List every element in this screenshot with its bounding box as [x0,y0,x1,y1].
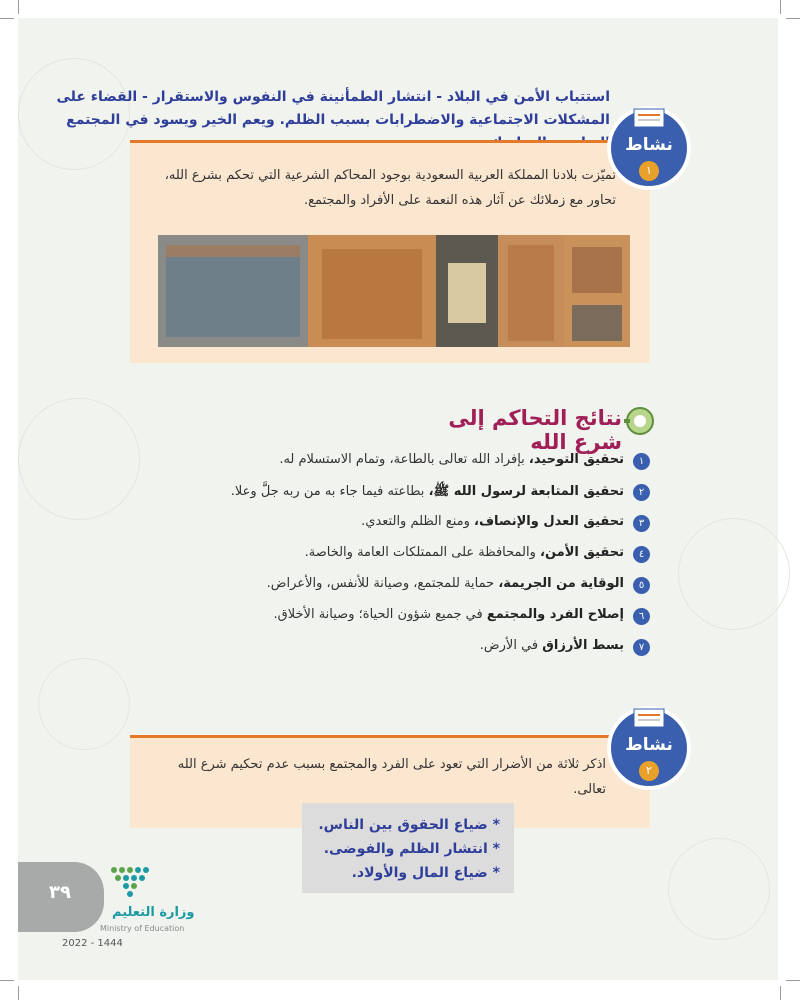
background-ornament [38,658,130,750]
list-item-text: ومنع الظلم والتعدي. [361,514,475,529]
list-item-title: بسط الأرزاق [542,638,624,653]
crop-mark [0,18,14,19]
crop-mark [780,986,781,1000]
page-number: ٣٩ [49,882,71,903]
courts-photo-strip [158,235,630,347]
crop-mark [780,0,781,14]
activity-1-text: تميّزت بلادنا المملكة العربية السعودية بوجود المحاكم الشرعية التي تحكم بشرع الله، تحاور مع زملائك عن آثار هذه النعمة على الأفراد والمجتمع. [164,168,616,208]
list-item-text: والمحافظة على الممتلكات العامة والخاصة. [304,545,541,560]
intro-paragraph: استتباب الأمن في البلاد - انتشار الطمأنينة في النفوس والاستقرار - القضاء على المشكلات الاجتماعية والاضطرابات بسبب الظلم. ويعم الخير ويسود في المجتمع [56,89,610,128]
page-number-tab [18,862,104,932]
list-item-text: بإفراد الله تعالى بالطاعة، وتمام الاستسلام له. [279,452,529,467]
edition-year: 2022 - 1444 [62,938,123,949]
activity-badge-number: ٢ [639,761,659,781]
section-heading [400,398,658,454]
list-number: ٦ [633,608,650,625]
activity-1-badge [606,105,692,191]
list-number: ٣ [633,515,650,532]
ministry-logo-icon [106,862,156,902]
list-item [180,481,650,512]
list-number: ٤ [633,546,650,563]
ministry-name-arabic: وزارة التعليم [112,905,195,920]
list-item [180,450,650,481]
list-item-title: تحقيق المتابعة لرسول الله ﷺ، [428,484,624,499]
answers-box [302,803,514,893]
list-item-text: حماية للمجتمع، وصيانة للأنفس، والأعراض. [266,576,499,591]
activity-badge-number: ١ [639,161,659,181]
crop-mark [0,980,14,981]
list-item [180,636,650,667]
answer-line: * ضياع المال والأولاد. [351,865,500,881]
list-number: ١ [633,453,650,470]
crop-mark [18,986,19,1000]
section-title: نتائج التحاكم إلى شرع الله [448,406,622,454]
activity-badge-label: نشاط [625,735,673,755]
list-item-title: الوقاية من الجريمة، [498,576,624,591]
background-ornament [678,518,790,630]
list-item [180,605,650,636]
list-item [180,543,650,574]
courts-photos [158,235,630,347]
activity-badge-label: نشاط [625,135,673,155]
list-number: ٢ [633,484,650,501]
results-list [180,450,650,667]
activity-2-badge [606,705,692,791]
list-item-title: تحقيق العدل والإنصاف، [474,514,624,529]
crop-mark [786,18,800,19]
answer-line: * انتشار الظلم والفوضى. [323,841,500,857]
list-number: ٥ [633,577,650,594]
list-item-text: في جميع شؤون الحياة؛ وصيانة الأخلاق. [273,607,487,622]
ministry-name-english: Ministry of Education [100,924,185,933]
list-item [180,512,650,543]
activity-1-box [130,140,650,363]
list-item-title: تحقيق الأمن، [540,545,624,560]
list-item [180,574,650,605]
crop-mark [786,980,800,981]
background-ornament [18,398,140,520]
list-item-title: تحقيق التوحيد، [528,452,624,467]
list-number: ٧ [633,639,650,656]
list-item-text: في الأرض. [479,638,543,653]
answer-line: * ضياع الحقوق بين الناس. [318,817,500,833]
background-ornament [668,838,770,940]
crop-mark [18,0,19,14]
list-item-text: بطاعته فيما جاء به من ربه جلَّ وعلا. [230,484,429,499]
list-item-title: إصلاح الفرد والمجتمع [486,607,624,622]
activity-2-text: اذكر ثلاثة من الأضرار التي تعود على الفرد والمجتمع بسبب عدم تحكيم شرع الله تعالى. [177,757,606,797]
